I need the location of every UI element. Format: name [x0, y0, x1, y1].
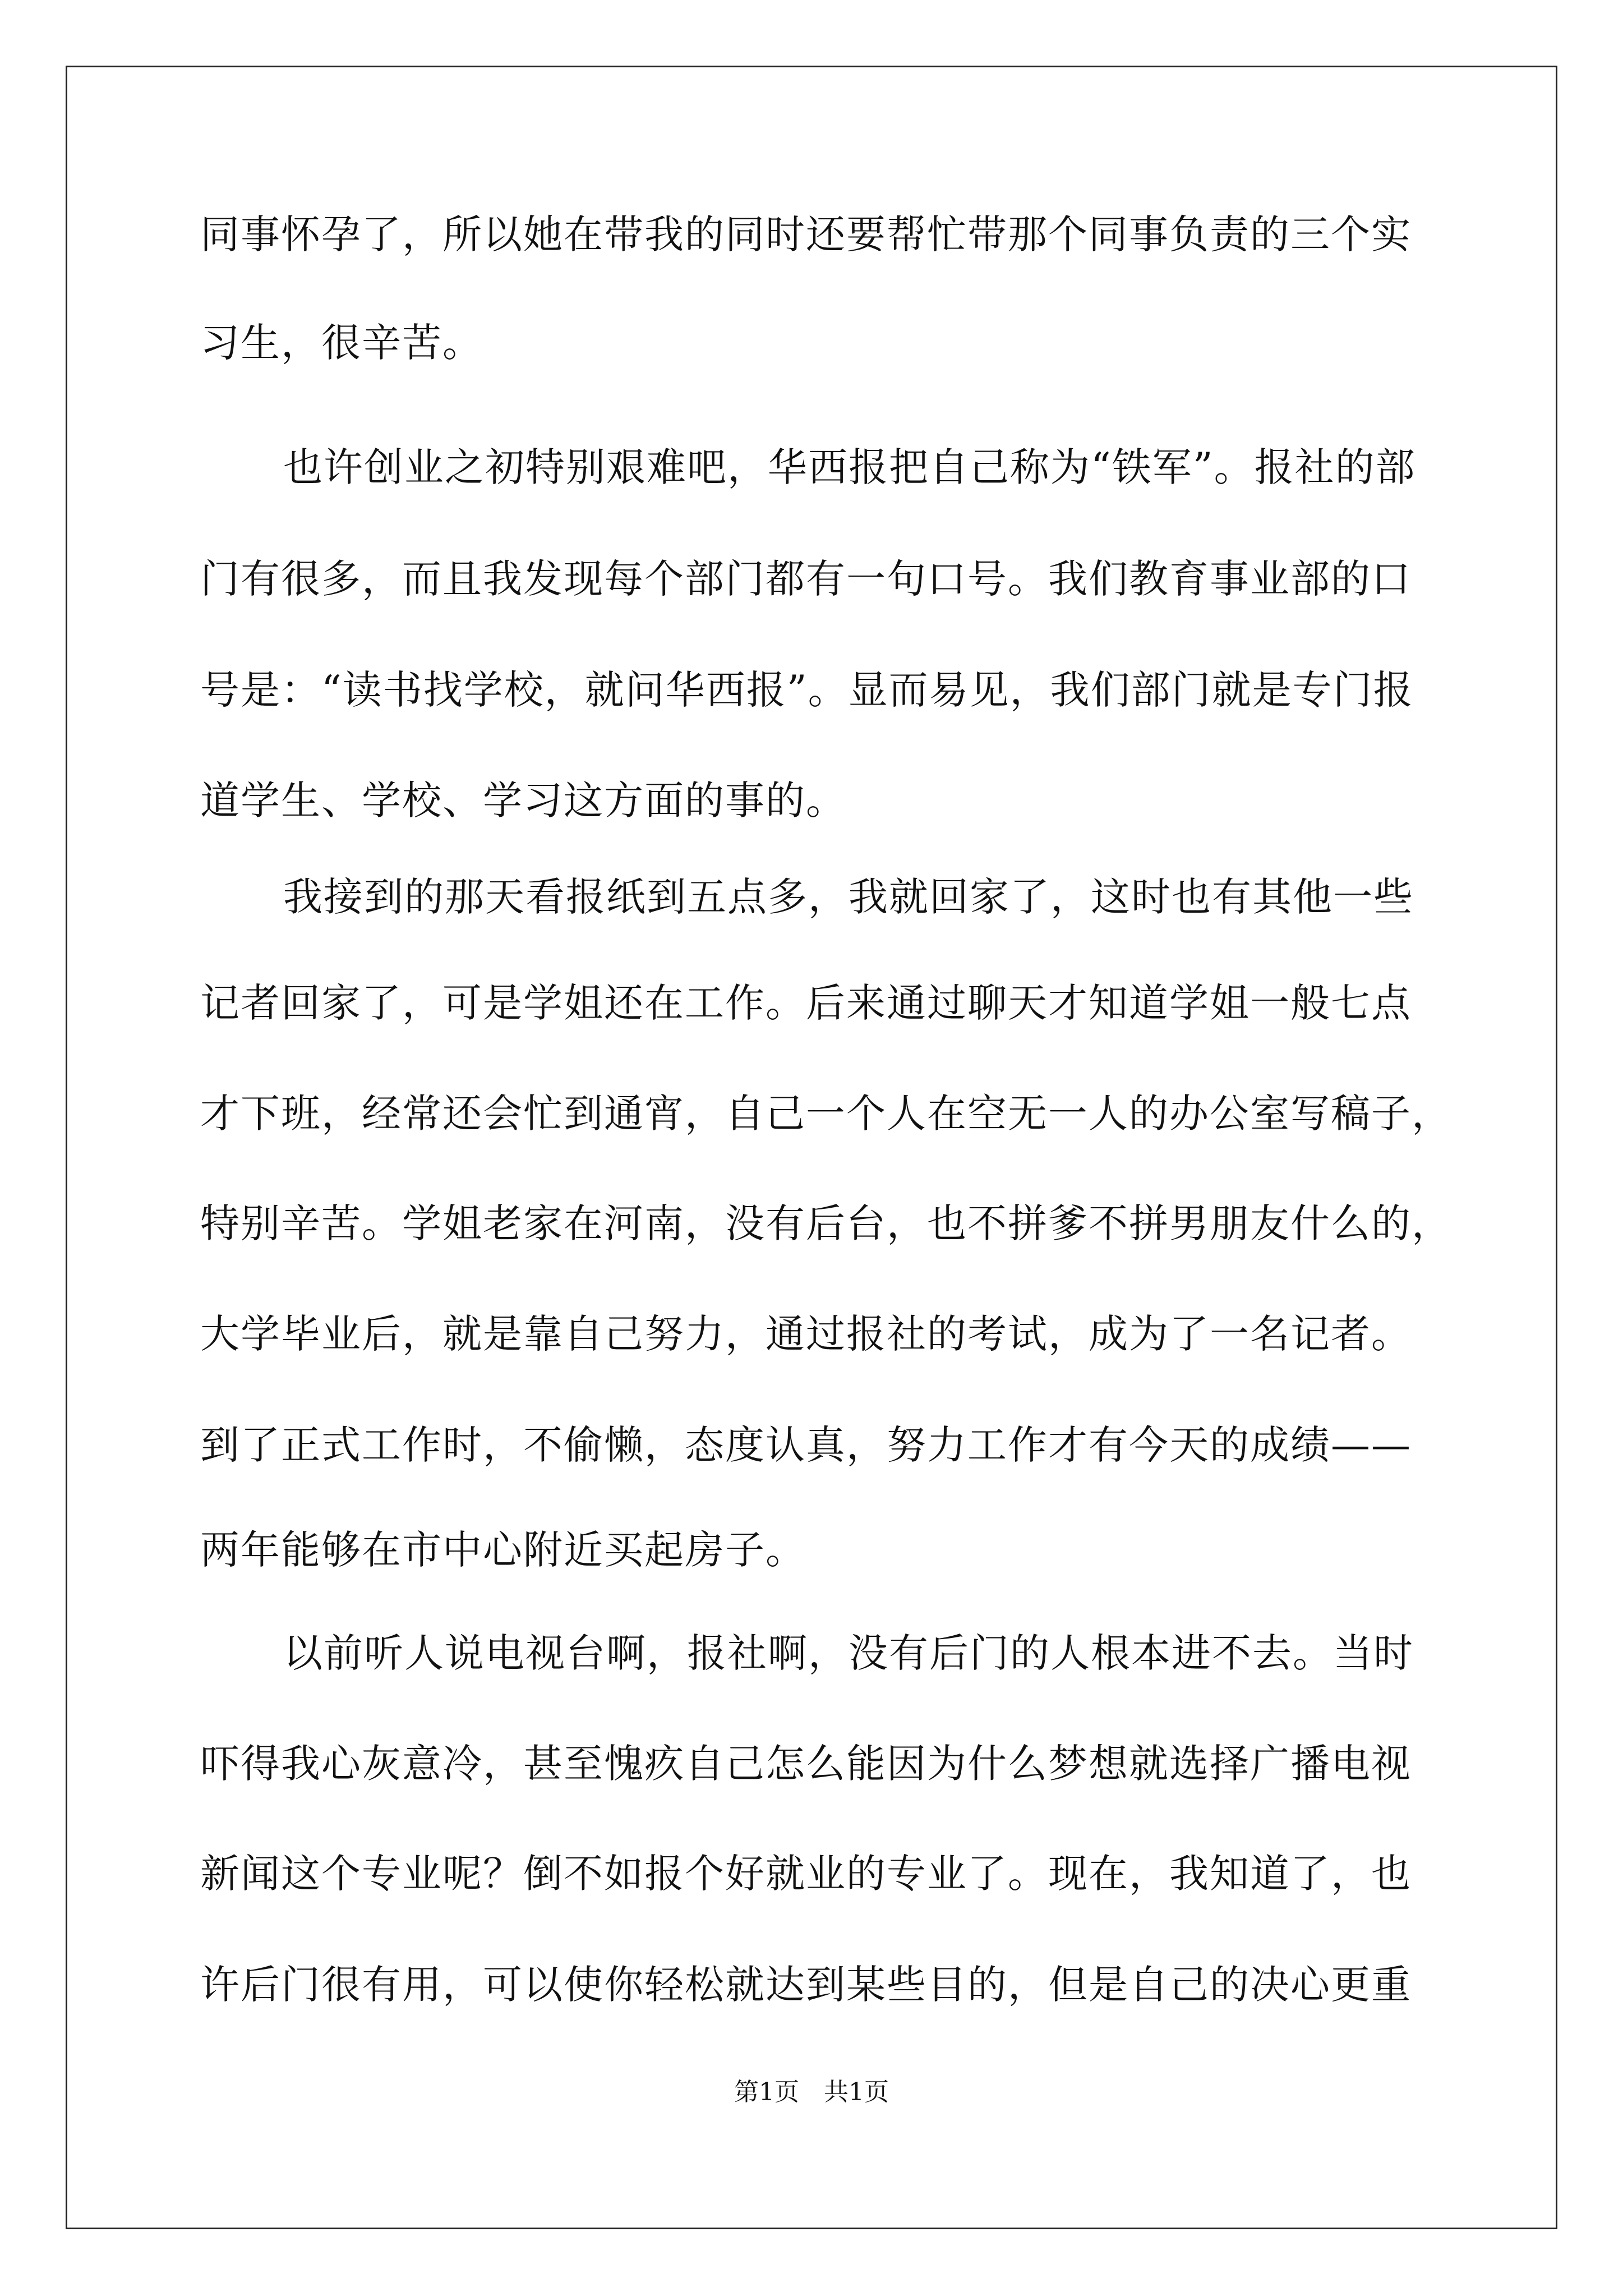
text-line: 两年能够在市中心附近买起房子。	[200, 1527, 806, 1573]
page-border	[66, 66, 1557, 2229]
text-line: 门有很多，而且我发现每个部门都有一句口号。我们教育事业部的口	[200, 556, 1412, 602]
text-line: 特别辛苦。学姐老家在河南，没有后台，也不拼爹不拼男朋友什么的，	[200, 1200, 1452, 1246]
paragraph-first-line: 我接到的那天看报纸到五点多，我就回家了，这时也有其他一些	[283, 874, 1414, 920]
text-line: 许后门很有用，可以使你轻松就达到某些目的，但是自己的决心更重	[200, 1962, 1412, 2008]
text-line: 同事怀孕了，所以她在带我的同时还要帮忙带那个同事负责的三个实	[200, 211, 1412, 257]
text-line: 大学毕业后，就是靠自己努力，通过报社的考试，成为了一名记者。	[200, 1311, 1412, 1357]
text-line: 新闻这个专业呢？倒不如报个好就业的专业了。现在，我知道了，也	[200, 1851, 1412, 1897]
text-line: 号是：“读书找学校，就问华西报”。显而易见，我们部门就是专门报	[200, 667, 1414, 713]
text-line: 记者回家了，可是学姐还在工作。后来通过聊天才知道学姐一般七点	[200, 980, 1412, 1026]
text-line: 才下班，经常还会忙到通宵，自己一个人在空无一人的办公室写稿子，	[200, 1091, 1452, 1137]
text-line: 道学生、学校、学习这方面的事的。	[200, 777, 846, 823]
page-footer: 第1页 共1页	[734, 2078, 889, 2106]
paragraph-first-line: 也许创业之初特别艰难吧，华西报把自己称为“铁军”。报社的部	[283, 444, 1416, 490]
text-line: 到了正式工作时，不偷懒，态度认真，努力工作才有今天的成绩——	[200, 1422, 1412, 1468]
paragraph-first-line: 以前听人说电视台啊，报社啊，没有后门的人根本进不去。当时	[283, 1630, 1414, 1676]
text-line: 习生，很辛苦。	[200, 320, 483, 366]
text-line: 吓得我心灰意冷，甚至愧疚自己怎么能因为什么梦想就选择广播电视	[200, 1741, 1412, 1787]
